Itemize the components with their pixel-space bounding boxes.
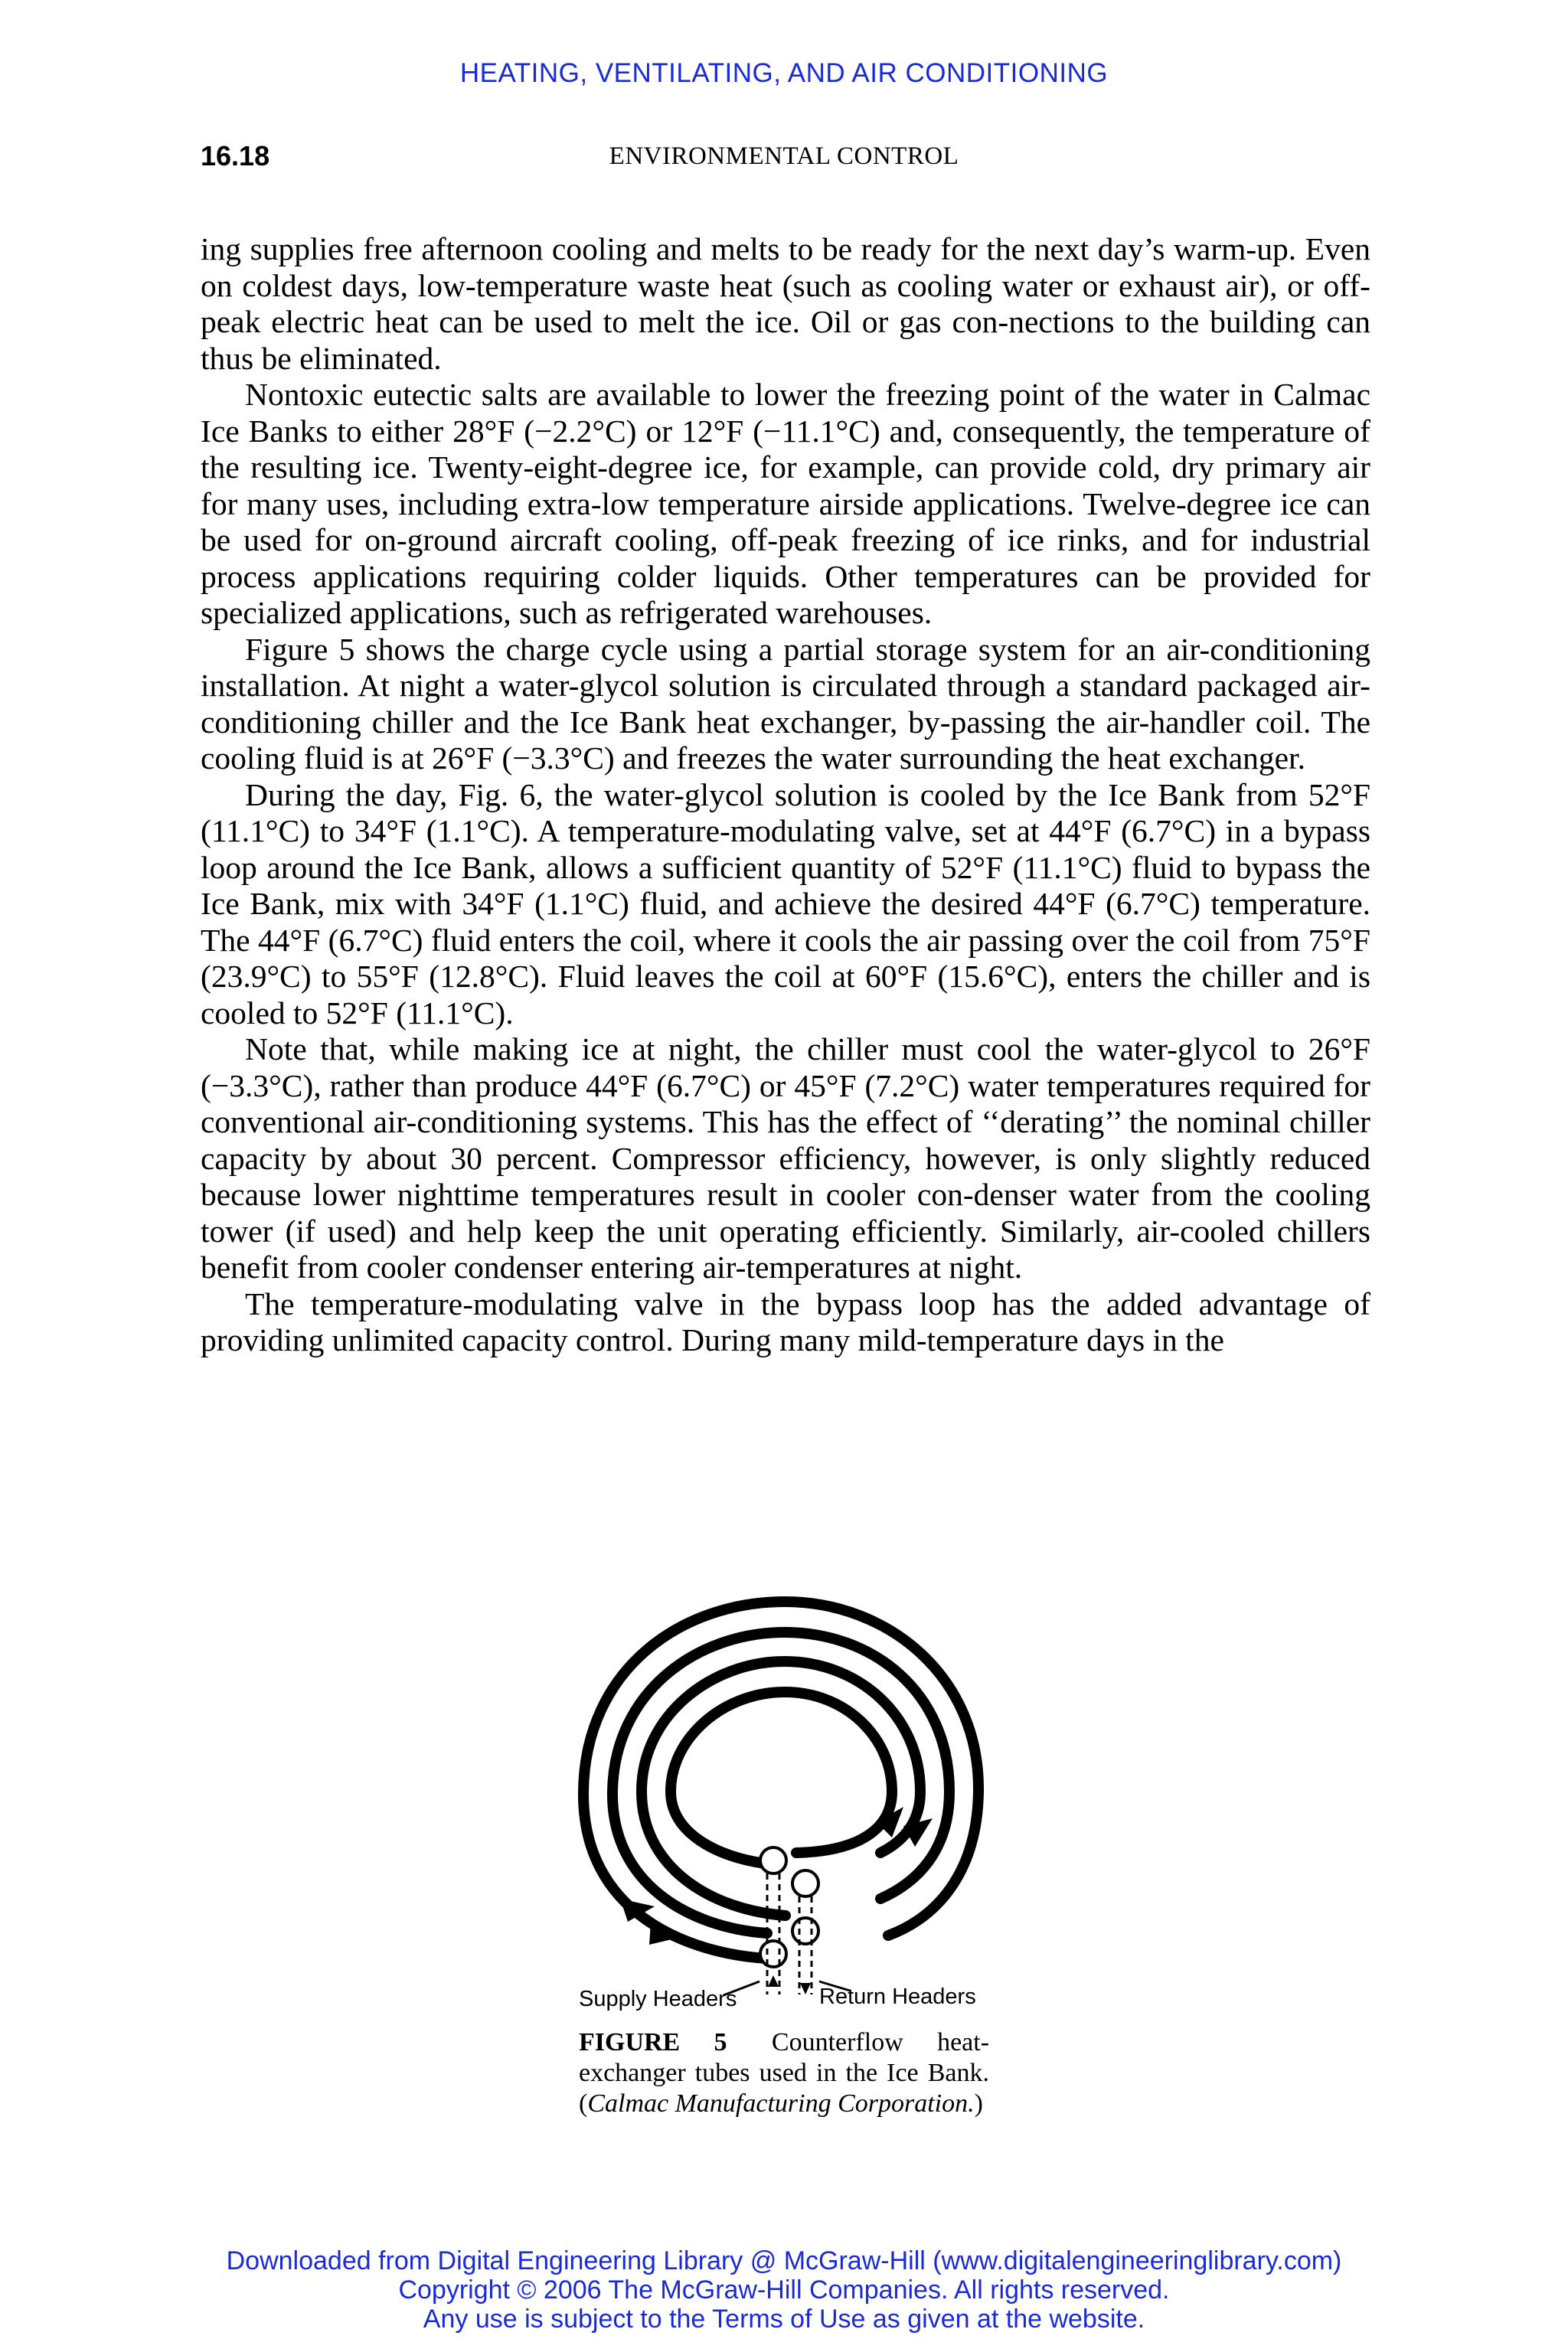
footer-terms-line[interactable]: Any use is subject to the Terms of Use as given at the website. <box>423 2305 1145 2334</box>
tube-loop-2 <box>612 1632 949 1933</box>
paragraph: Nontoxic eutectic salts are available to lower the freezing point of the water in Calmac Ice Banks to either 28°F (−2.2°C) or 12°F (−11.1°C) and, consequently, the temperature of the resulting ice. Twenty-eight-degree ice, for example, can provide cold, dry primary air for many uses, including extra-low temperature airside applications. Twelve-degree ice can be used for on-ground aircraft cooling, off-peak freezing of ice rinks, and for industrial process applications requiring colder liquids. Other temperatures can be provided for specialized applications, such as refrigerated warehouses. <box>201 377 1370 630</box>
paragraph: ing supplies free afternoon cooling and melts to be ready for the next day’s warm-up. Even on coldest days, low-temperature waste heat (such as cooling water or exhaust air), or off-peak electric heat can be used to melt the ice. Oil or gas con-nections to the building can thus be eliminated. <box>201 231 1370 376</box>
figure-caption-text: Counterflow heat-exchanger tubes used in the Ice Bank. <box>579 2028 990 2087</box>
figure-number: FIGURE 5 <box>579 2028 727 2056</box>
figure-caption: FIGURE 5 Counterflow heat-exchanger tubes used in the Ice Bank. (Calmac Manufacturing Corporation.) <box>579 2028 990 2118</box>
return-flow-arrow <box>800 1983 811 1994</box>
figure-caption-source: Calmac Manufacturing Corporation. <box>587 2089 975 2118</box>
paragraph: The temperature-modulating valve in the bypass loop has the added advantage of providing unlimited capacity control. During many mild-temperature days in the <box>201 1285 1370 1357</box>
chapter-title: ENVIRONMENTAL CONTROL <box>609 142 959 170</box>
paragraph: Figure 5 shows the charge cycle using a partial storage system for an air-conditioning installation. At night a water-glycol solution is circulated through a standard packaged air-conditioning chiller and the Ice Bank heat exchanger, by-passing the air-handler coil. The cooling fluid is at 26°F (−3.3°C) and freezes the water surrounding the heat exchanger. <box>201 631 1370 776</box>
header-circle <box>792 1918 818 1944</box>
footer-copyright-line: Copyright © 2006 The McGraw-Hill Companies. All rights reserved. <box>398 2275 1170 2305</box>
supply-flow-arrow <box>768 1975 779 1987</box>
header-circle <box>760 1847 786 1873</box>
paragraph: Note that, while making ice at night, the chiller must cool the water-glycol to 26°F (−3.3°C), rather than produce 44°F (6.7°C) or 45°F (7.2°C) water temperatures required for conventional air-conditioning systems. This has the effect of ‘‘derating’’ the nominal chiller capacity by about 30 percent. Compressor efficiency, however, is only slightly reduced because lower nighttime temperatures result in cooler con-denser water from the cooling tower (if used) and help keep the unit operating efficiently. Similarly, air-cooled chillers benefit from cooler condenser entering air-temperatures at night. <box>201 1031 1370 1285</box>
heat-exchanger-diagram <box>567 1562 995 2014</box>
running-head: HEATING, VENTILATING, AND AIR CONDITIONING <box>459 58 1109 88</box>
footer <box>0 2246 1568 2334</box>
paragraph: During the day, Fig. 6, the water-glycol solution is cooled by the Ice Bank from 52°F (11.1°C) to 34°F (1.1°C). A temperature-modulating valve, set at 44°F (6.7°C) in a bypass loop around the Ice Bank, allows a sufficient quantity of 52°F (11.1°C) fluid to bypass the Ice Bank, mix with 34°F (1.1°C) fluid, and achieve the desired 44°F (6.7°C) temperature. The 44°F (6.7°C) fluid enters the coil, where it cools the air passing over the coil from 75°F (23.9°C) to 55°F (12.8°C). Fluid leaves the coil at 60°F (15.6°C), enters the chiller and is cooled to 52°F (11.1°C). <box>201 776 1370 1031</box>
figure-5 <box>567 1562 995 2014</box>
header-circle <box>760 1941 786 1967</box>
header-circle <box>792 1870 818 1896</box>
tube-loop-3 <box>642 1661 920 1916</box>
page-number: 16.18 <box>201 140 270 172</box>
return-headers-label: Return Headers <box>819 1984 976 2009</box>
tube-loop-inner <box>671 1692 892 1864</box>
footer-download-line[interactable]: Downloaded from Digital Engineering Library @ McGraw-Hill (www.digitalengineeringlibrary.com) <box>226 2246 1342 2275</box>
supply-headers-label: Supply Headers <box>579 1987 737 2011</box>
body-text <box>201 231 1370 1359</box>
